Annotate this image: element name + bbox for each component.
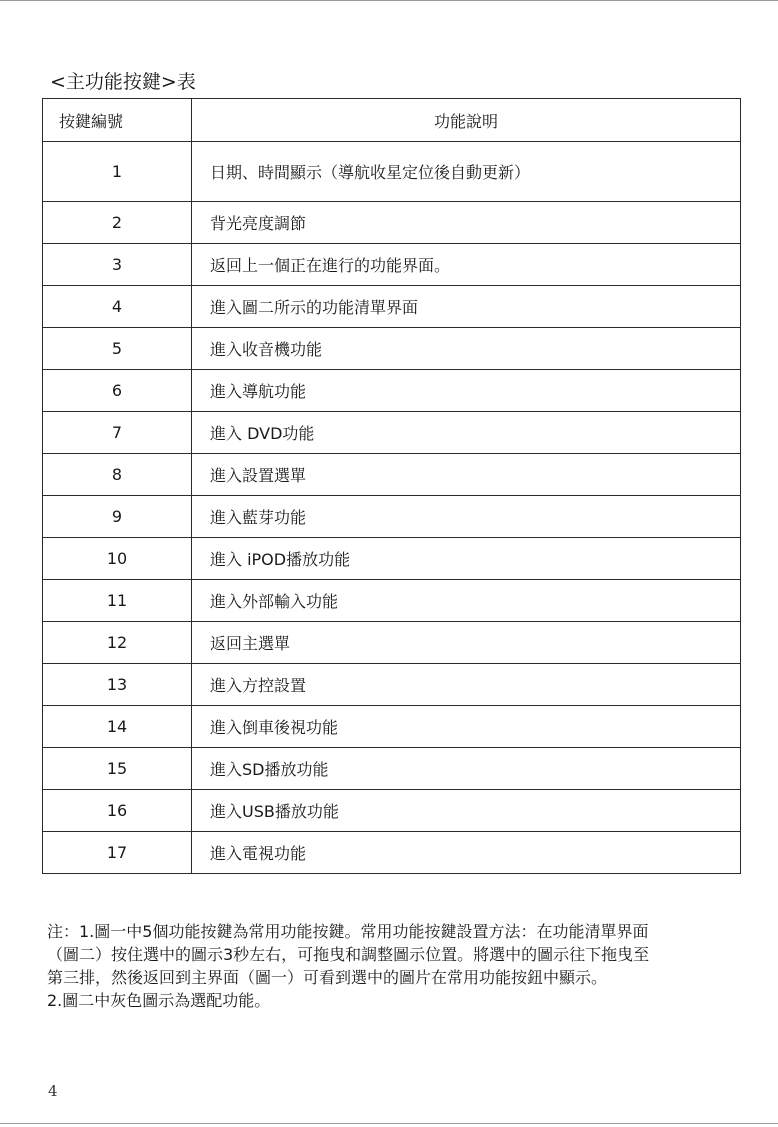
function-description-cell: 進入藍芽功能 <box>192 496 741 538</box>
function-description-cell: 返回主選單 <box>192 622 741 664</box>
bottom-divider <box>0 1123 778 1124</box>
key-number-cell: 4 <box>43 286 192 328</box>
note-line: （圖二）按住選中的圖示3秒左右，可拖曳和調整圖示位置。將選中的圖示往下拖曳至 <box>47 945 650 964</box>
table-body <box>43 142 741 874</box>
top-divider <box>0 0 778 1</box>
header-key-number: 按鍵編號 <box>43 99 192 142</box>
table-row <box>43 664 741 706</box>
key-number-cell: 3 <box>43 244 192 286</box>
key-number-cell: 10 <box>43 538 192 580</box>
function-description-cell: 進入電視功能 <box>192 832 741 874</box>
table-row <box>43 496 741 538</box>
function-description-cell: 背光亮度調節 <box>192 202 741 244</box>
note-line: 注：1.圖一中5個功能按鍵為常用功能按鍵。常用功能按鍵設置方法：在功能清單界面 <box>47 922 649 941</box>
function-description-cell: 進入方控設置 <box>192 664 741 706</box>
function-description-cell: 進入倒車後視功能 <box>192 706 741 748</box>
note-line: 2.圖二中灰色圖示為選配功能。 <box>47 991 271 1010</box>
main-function-keys-table <box>42 98 741 874</box>
function-description-cell: 進入外部輸入功能 <box>192 580 741 622</box>
key-number-cell: 9 <box>43 496 192 538</box>
table-header-row <box>43 99 741 142</box>
table-row <box>43 580 741 622</box>
table-row <box>43 370 741 412</box>
table-row <box>43 412 741 454</box>
table-row <box>43 454 741 496</box>
key-number-cell: 14 <box>43 706 192 748</box>
key-number-cell: 15 <box>43 748 192 790</box>
key-number-cell: 2 <box>43 202 192 244</box>
header-function-description: 功能說明 <box>192 99 741 142</box>
key-number-cell: 1 <box>43 142 192 202</box>
key-number-cell: 12 <box>43 622 192 664</box>
function-description-cell: 返回上一個正在進行的功能界面。 <box>192 244 741 286</box>
function-description-cell: 進入圖二所示的功能清單界面 <box>192 286 741 328</box>
function-description-cell: 進入導航功能 <box>192 370 741 412</box>
notes <box>47 920 737 1012</box>
function-description-cell: 日期、時間顯示（導航收星定位後自動更新） <box>192 142 741 202</box>
key-number-cell: 11 <box>43 580 192 622</box>
key-number-cell: 6 <box>43 370 192 412</box>
table-row <box>43 538 741 580</box>
function-description-cell: 進入 iPOD播放功能 <box>192 538 741 580</box>
table-row <box>43 328 741 370</box>
note-line: 第三排，然後返回到主界面（圖一）可看到選中的圖片在常用功能按鈕中顯示。 <box>47 968 608 987</box>
key-number-cell: 7 <box>43 412 192 454</box>
table-row <box>43 142 741 202</box>
function-description-cell: 進入SD播放功能 <box>192 748 741 790</box>
key-number-cell: 5 <box>43 328 192 370</box>
table-row <box>43 244 741 286</box>
function-description-cell: 進入 DVD功能 <box>192 412 741 454</box>
page-number: 4 <box>48 1082 58 1100</box>
key-number-cell: 16 <box>43 790 192 832</box>
function-description-cell: 進入設置選單 <box>192 454 741 496</box>
key-number-cell: 17 <box>43 832 192 874</box>
table-row <box>43 622 741 664</box>
table-row <box>43 748 741 790</box>
function-description-cell: 進入USB播放功能 <box>192 790 741 832</box>
table-row <box>43 790 741 832</box>
table-row <box>43 832 741 874</box>
table-row <box>43 286 741 328</box>
table-title: <主功能按鍵>表 <box>50 71 196 93</box>
table-row <box>43 706 741 748</box>
table-row <box>43 202 741 244</box>
function-description-cell: 進入收音機功能 <box>192 328 741 370</box>
key-number-cell: 8 <box>43 454 192 496</box>
key-number-cell: 13 <box>43 664 192 706</box>
